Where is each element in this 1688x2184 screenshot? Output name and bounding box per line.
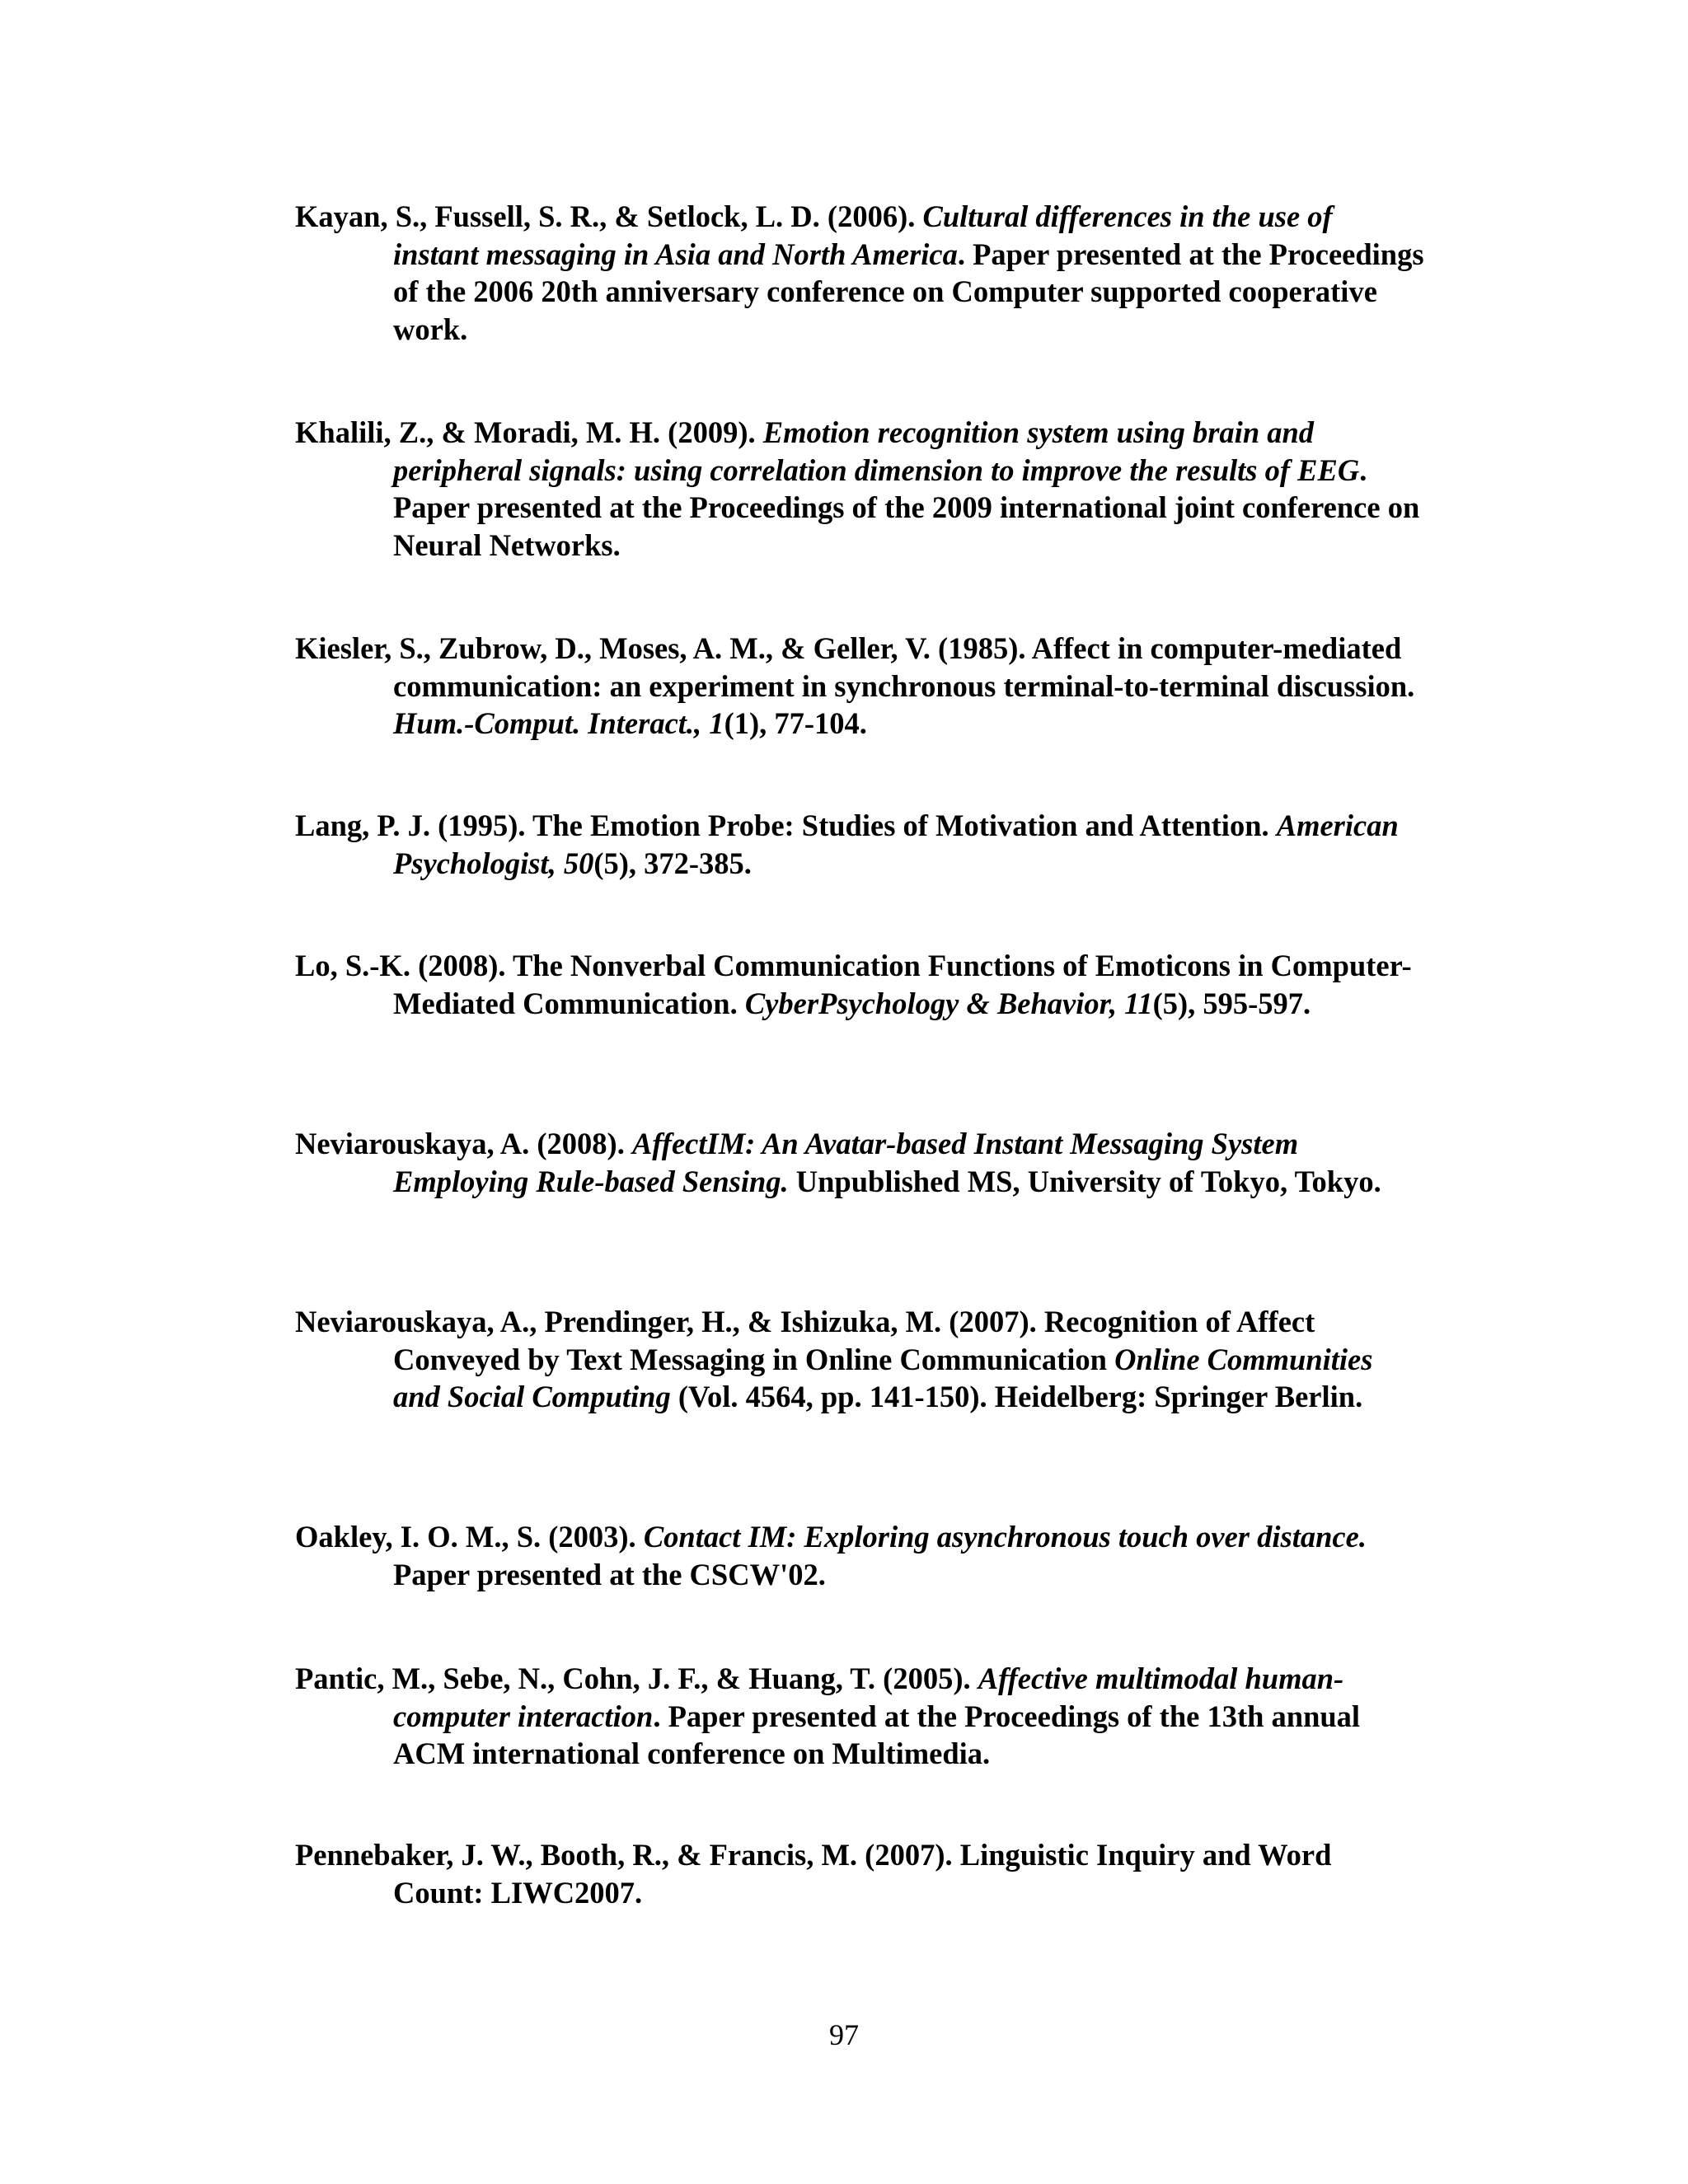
reference-title: Affective multimodal human-computer interaction bbox=[393, 1661, 1344, 1733]
reference-details: . Paper presented at the Proceedings of the 2006 20th anniversary conference on Computer supported cooperative work. bbox=[393, 237, 1424, 346]
reference-entry-kiesler bbox=[295, 630, 1424, 743]
reference-authors: Pantic, M., Sebe, N., Cohn, J. F., & Huang, T. (2005). bbox=[295, 1661, 978, 1695]
reference-details: Paper presented at the CSCW'02. bbox=[393, 1557, 826, 1591]
reference-details: (5), 595-597. bbox=[1152, 986, 1311, 1020]
reference-title: Online Communities and Social Computing bbox=[393, 1342, 1373, 1414]
reference-title: CyberPsychology & Behavior, 11 bbox=[744, 986, 1153, 1020]
reference-entry-kayan bbox=[295, 198, 1424, 348]
reference-authors: Neviarouskaya, A., Prendinger, H., & Ishizuka, M. (2007). Recognition of Affect Conveyed by Text Messaging in Online Communication bbox=[295, 1305, 1315, 1376]
reference-authors: Lang, P. J. (1995). The Emotion Probe: Studies of Motivation and Attention. bbox=[295, 808, 1277, 842]
reference-title: Contact IM: Exploring asynchronous touch over distance. bbox=[643, 1520, 1367, 1554]
reference-authors: Oakley, I. O. M., S. (2003). bbox=[295, 1520, 644, 1554]
reference-title: Emotion recognition system using brain and peripheral signals: using correlation dimension to improve the results of EEG bbox=[393, 415, 1360, 487]
reference-details: . Paper presented at the Proceedings of the 2009 international joint conference on Neural Networks. bbox=[393, 452, 1420, 562]
reference-entry-lo bbox=[295, 947, 1424, 1022]
reference-authors: Khalili, Z., & Moradi, M. H. (2009). bbox=[295, 415, 763, 449]
reference-entry-lang bbox=[295, 807, 1424, 882]
reference-entry-neviarouskaya-2007 bbox=[295, 1303, 1424, 1416]
reference-authors: Lo, S.-K. (2008). The Nonverbal Communication Functions of Emoticons in Computer-Mediated Communication. bbox=[295, 949, 1412, 1020]
reference-entry-pennebaker bbox=[295, 1836, 1424, 1911]
reference-title: Cultural differences in the use of instant messaging in Asia and North America bbox=[393, 199, 1333, 271]
reference-entry-neviarouskaya-2008 bbox=[295, 1125, 1424, 1200]
reference-title: Hum.-Comput. Interact., 1 bbox=[393, 706, 724, 741]
reference-entry-khalili bbox=[295, 414, 1424, 564]
page-number: 97 bbox=[829, 2018, 859, 2051]
reference-title: AffectIM: An Avatar-based Instant Messaging System Employing Rule-based Sensing. bbox=[393, 1127, 1299, 1198]
reference-details: . Paper presented at the Proceedings of the 13th annual ACM international conference on Multimedia. bbox=[393, 1699, 1361, 1771]
reference-entry-pantic bbox=[295, 1660, 1424, 1773]
reference-entry-oakley bbox=[295, 1518, 1424, 1593]
reference-authors: Kayan, S., Fussell, S. R., & Setlock, L. D. (2006). bbox=[295, 199, 923, 233]
reference-authors: Neviarouskaya, A. (2008). bbox=[295, 1127, 632, 1160]
reference-details: (Vol. 4564, pp. 141-150). Heidelberg: Springer Berlin. bbox=[670, 1380, 1363, 1414]
reference-authors: Kiesler, S., Zubrow, D., Moses, A. M., & Geller, V. (1985). Affect in computer-mediated communication: an experiment in synchronous terminal-to-terminal discussion. bbox=[295, 631, 1415, 703]
reference-details: (5), 372-385. bbox=[593, 846, 752, 880]
reference-details: (1), 77-104. bbox=[724, 706, 867, 741]
reference-authors: Pennebaker, J. W., Booth, R., & Francis, M. (2007). Linguistic Inquiry and Word Count: LIWC2007. bbox=[295, 1838, 1332, 1910]
reference-details: Unpublished MS, University of Tokyo, Tokyo. bbox=[788, 1164, 1381, 1198]
reference-title: American Psychologist, 50 bbox=[393, 808, 1399, 880]
